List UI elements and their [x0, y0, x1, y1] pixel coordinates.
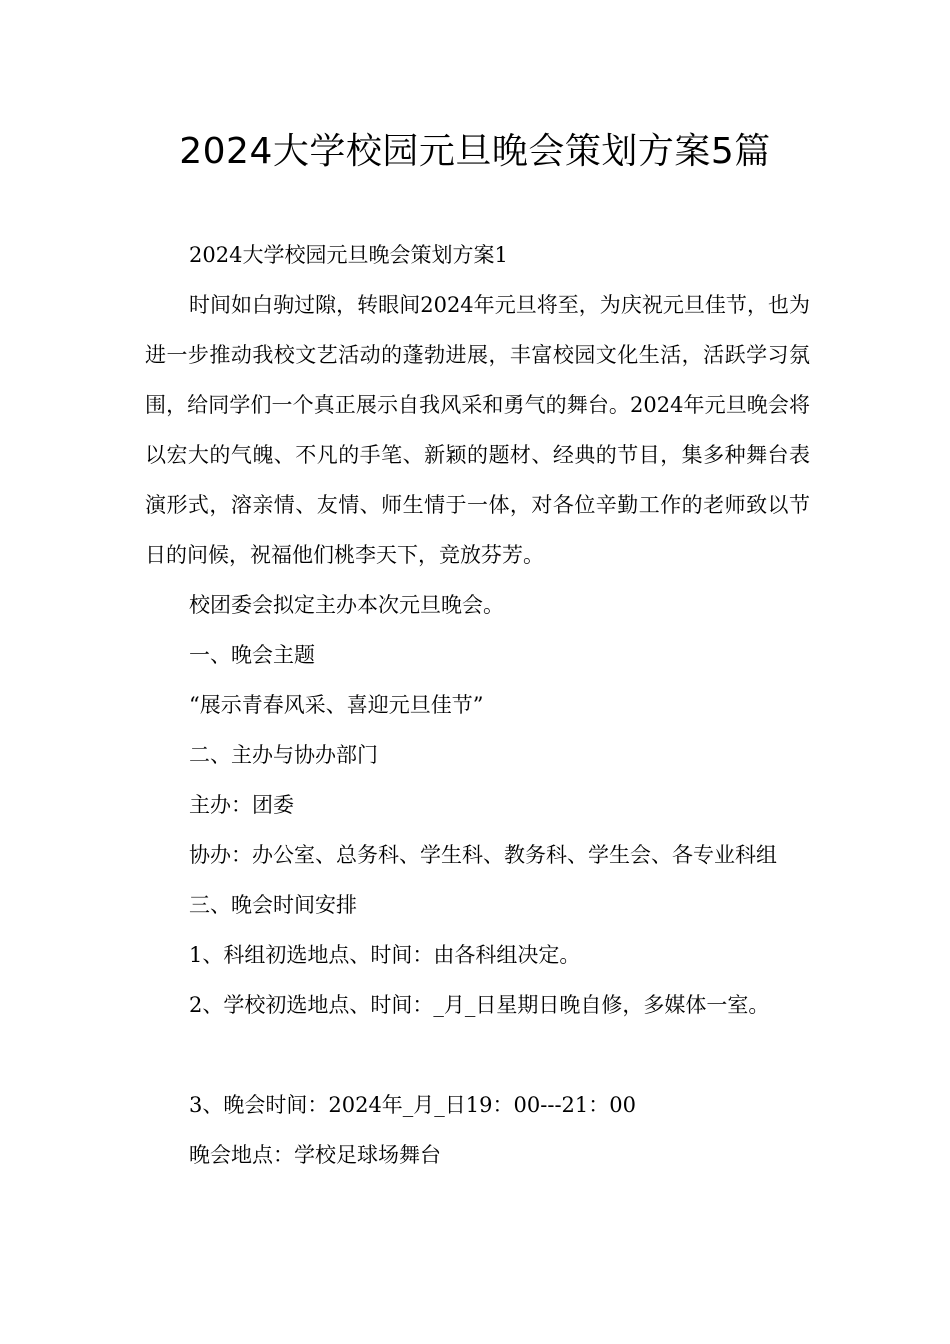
- document-body: [145, 230, 810, 1180]
- document-title: 2024大学校园元旦晚会策划方案5篇: [179, 131, 771, 172]
- heading-departments: 二、主办与协办部门: [189, 743, 378, 767]
- schedule-item: 2、学校初选地点、时间：_月_日星期日晚自修，多媒体一室。: [189, 993, 770, 1017]
- intro-paragraph: 时间如白驹过隙，转眼间2024年元旦将至，为庆祝元旦佳节，也为进一步推动我校文艺活动的蓬勃进展，丰富校园文化生活，活跃学习氛围，给同学们一个真正展示自我风采和勇气的舞台。2024年元旦晚会将以宏大的气魄、不凡的手笔、新颖的题材、经典的节目，集多种舞台表演形式，溶亲情、友情、师生情于一体，对各位辛勤工作的老师致以节日的问候，祝福他们桃李天下，竞放芬芳。: [145, 293, 810, 567]
- schedule-item: 3、晚会时间：2024年_月_日19：00---21：00: [189, 1093, 636, 1117]
- host-department: 主办：团委: [189, 793, 294, 817]
- co-host-departments: 协办：办公室、总务科、学生科、教务科、学生会、各专业科组: [189, 843, 777, 867]
- blank-line: [145, 1030, 810, 1080]
- heading-theme: 一、晚会主题: [189, 643, 315, 667]
- theme-text: “展示青春风采、喜迎元旦佳节”: [189, 693, 484, 717]
- heading-schedule: 三、晚会时间安排: [189, 893, 357, 917]
- schedule-item: 1、科组初选地点、时间：由各科组决定。: [189, 943, 581, 967]
- section-heading: 2024大学校园元旦晚会策划方案1: [189, 243, 508, 267]
- venue-line: 晚会地点：学校足球场舞台: [189, 1143, 441, 1167]
- organizer-statement: 校团委会拟定主办本次元旦晚会。: [189, 593, 504, 617]
